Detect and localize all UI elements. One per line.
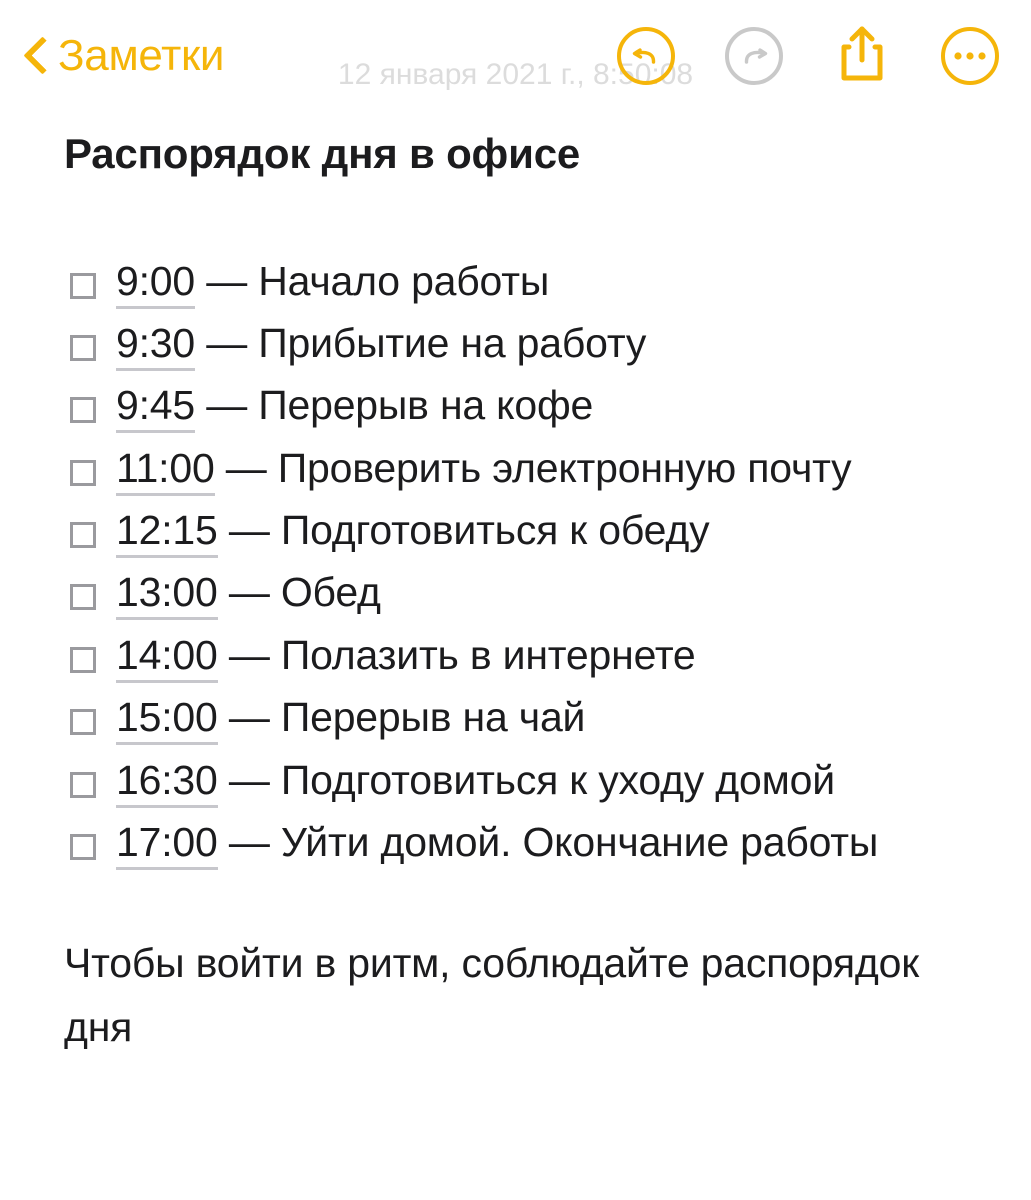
list-item[interactable] [70, 756, 967, 804]
list-item-text [116, 257, 549, 305]
task-label: Прибытие на работу [258, 319, 647, 366]
note-timestamp: 12 января 2021 г., 8:50:08 [337, 58, 694, 91]
time-link[interactable]: 15:00 [116, 694, 218, 745]
task-label: Уйти домой. Окончание работы [280, 818, 879, 865]
checkbox[interactable] [70, 709, 96, 735]
list-item[interactable] [70, 693, 967, 741]
time-link[interactable]: 9:00 [116, 258, 195, 309]
time-link[interactable]: 17:00 [116, 819, 218, 870]
undo-button[interactable] [615, 25, 677, 87]
task-label: Подготовиться к обеду [280, 507, 710, 553]
back-button[interactable] [22, 31, 225, 80]
list-item-text [116, 756, 835, 804]
checkbox[interactable] [70, 584, 96, 610]
time-link[interactable]: 12:15 [116, 507, 218, 558]
spacer [64, 181, 967, 257]
dash: — [228, 631, 270, 678]
list-item-text [116, 693, 585, 741]
list-item[interactable] [70, 818, 967, 866]
more-button[interactable] [939, 25, 1001, 87]
checkbox[interactable] [70, 397, 96, 423]
ellipsis-circle-icon [941, 27, 999, 85]
list-item-text [116, 319, 646, 367]
checkbox[interactable] [70, 460, 96, 486]
toolbar [0, 0, 1031, 112]
checkbox[interactable] [70, 772, 96, 798]
task-label: Проверить электронную почту [277, 444, 852, 491]
share-button[interactable] [831, 25, 893, 87]
dash: — [228, 756, 270, 803]
task-label: Полазить в интернете [280, 631, 696, 678]
dash: — [228, 818, 270, 865]
list-item[interactable] [70, 319, 967, 367]
list-item-text [116, 444, 851, 492]
list-item[interactable] [70, 568, 967, 616]
time-link[interactable]: 11:00 [116, 445, 215, 496]
checkbox[interactable] [70, 522, 96, 548]
chevron-left-icon [22, 34, 48, 78]
list-item[interactable] [70, 506, 967, 554]
dash: — [228, 507, 270, 553]
dash: — [206, 319, 248, 366]
time-link[interactable]: 13:00 [116, 569, 218, 620]
note-body[interactable] [0, 112, 1031, 1059]
task-label: Начало работы [258, 257, 550, 304]
list-item-text [116, 818, 878, 866]
redo-button[interactable] [723, 25, 785, 87]
time-link[interactable]: 16:30 [116, 757, 218, 808]
dash: — [206, 382, 248, 429]
checkbox[interactable] [70, 335, 96, 361]
back-button-label: Заметки [58, 31, 225, 80]
dash: — [206, 257, 248, 304]
list-item[interactable] [70, 444, 967, 492]
time-link[interactable]: 9:30 [116, 320, 195, 371]
task-label: Перерыв на чай [280, 694, 586, 741]
time-link[interactable]: 9:45 [116, 382, 195, 433]
share-icon [837, 24, 887, 89]
list-item-text [116, 568, 381, 616]
redo-icon [725, 27, 783, 85]
task-label: Обед [280, 569, 381, 616]
list-item[interactable] [70, 381, 967, 429]
time-link[interactable]: 14:00 [116, 632, 218, 683]
task-label: Перерыв на кофе [258, 382, 594, 429]
note-footer-text: Чтобы войти в ритм, соблюдайте распорядок дня [64, 940, 919, 1050]
note-title: Распорядок дня в офисе [64, 130, 581, 177]
checklist [64, 257, 967, 867]
list-item-text [116, 631, 696, 679]
list-item[interactable] [70, 631, 967, 679]
spacer [64, 880, 967, 932]
checkbox[interactable] [70, 834, 96, 860]
dash: — [228, 694, 270, 741]
checkbox[interactable] [70, 647, 96, 673]
task-label: Подготовиться к уходу домой [280, 756, 835, 803]
dash: — [225, 444, 267, 491]
checkbox[interactable] [70, 273, 96, 299]
undo-icon [617, 27, 675, 85]
dash: — [228, 569, 270, 616]
toolbar-actions [615, 25, 1001, 87]
list-item-text [116, 506, 709, 554]
list-item[interactable] [70, 257, 967, 305]
list-item-text [116, 381, 593, 429]
